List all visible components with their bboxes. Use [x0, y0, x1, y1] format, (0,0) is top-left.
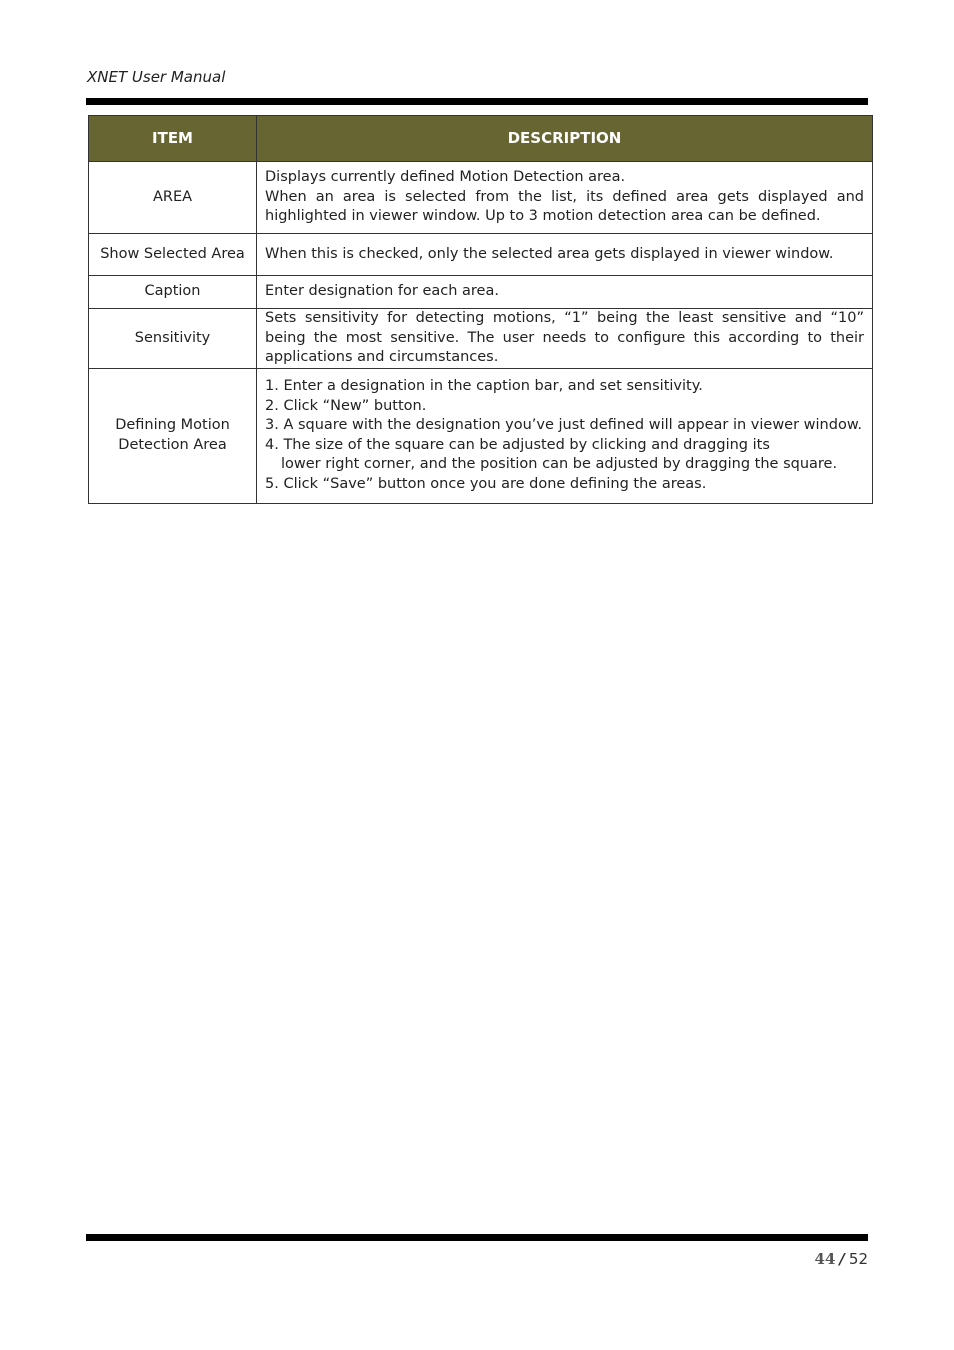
- page-number: [815, 1250, 868, 1268]
- item-label: Caption: [144, 283, 201, 300]
- table-header-row: [89, 116, 873, 162]
- table-row: [89, 234, 873, 276]
- item-label: Show Selected Area: [100, 245, 245, 262]
- item-cell: [89, 162, 257, 234]
- spec-table: [88, 115, 873, 504]
- step-text: 3. A square with the designation you’ve just defined will appear in viewer window.: [265, 417, 862, 433]
- description-text: Sets sensitivity for detecting motions, “1” being the least sensitive and “10” being the most sensitive. The user needs to configure this according to their applications and circumstances.: [265, 310, 864, 365]
- step-text: 2. Click “New” button.: [265, 397, 427, 414]
- page-separator: /: [839, 1250, 845, 1268]
- column-header-item: ITEM: [89, 116, 257, 162]
- item-label: AREA: [152, 188, 193, 205]
- page-total: 52: [848, 1250, 868, 1268]
- description-text: When an area is selected from the list, its defined area gets displayed and highlighted in viewer window. Up to 3 motion detection area can be defined.: [265, 188, 864, 225]
- column-header-description: DESCRIPTION: [257, 116, 873, 162]
- step-text: lower right corner, and the position can be adjusted by dragging the square.: [281, 456, 838, 472]
- table-row: [89, 309, 873, 369]
- header-rule: [86, 98, 868, 105]
- item-cell: [89, 309, 257, 369]
- description-text: Displays currently defined Motion Detection area.: [265, 169, 626, 186]
- step-text: 5. Click “Save” button once you are done defining the areas.: [265, 475, 707, 492]
- description-text: When this is checked, only the selected area gets displayed in viewer window.: [265, 245, 834, 262]
- page-current: 44: [814, 1250, 836, 1268]
- item-label: Detection Area: [118, 436, 227, 453]
- table-row: [89, 162, 873, 234]
- description-cell: [257, 368, 873, 503]
- step-text: 4. The size of the square can be adjusted by clicking and dragging its: [265, 436, 770, 453]
- document-title: XNET User Manual: [87, 68, 226, 86]
- step-text: 1. Enter a designation in the caption bar, and set sensitivity.: [265, 378, 703, 394]
- footer-rule: [86, 1234, 868, 1241]
- item-cell: [89, 234, 257, 276]
- table-row: [89, 368, 873, 503]
- description-text: Enter designation for each area.: [265, 283, 499, 300]
- item-cell: [89, 276, 257, 309]
- description-cell: [257, 162, 873, 234]
- description-cell: [257, 276, 873, 309]
- description-cell: [257, 234, 873, 276]
- item-label: Sensitivity: [134, 329, 211, 346]
- item-cell: [89, 368, 257, 503]
- description-cell: [257, 309, 873, 369]
- table-row: [89, 276, 873, 309]
- item-label: Defining Motion: [115, 417, 230, 433]
